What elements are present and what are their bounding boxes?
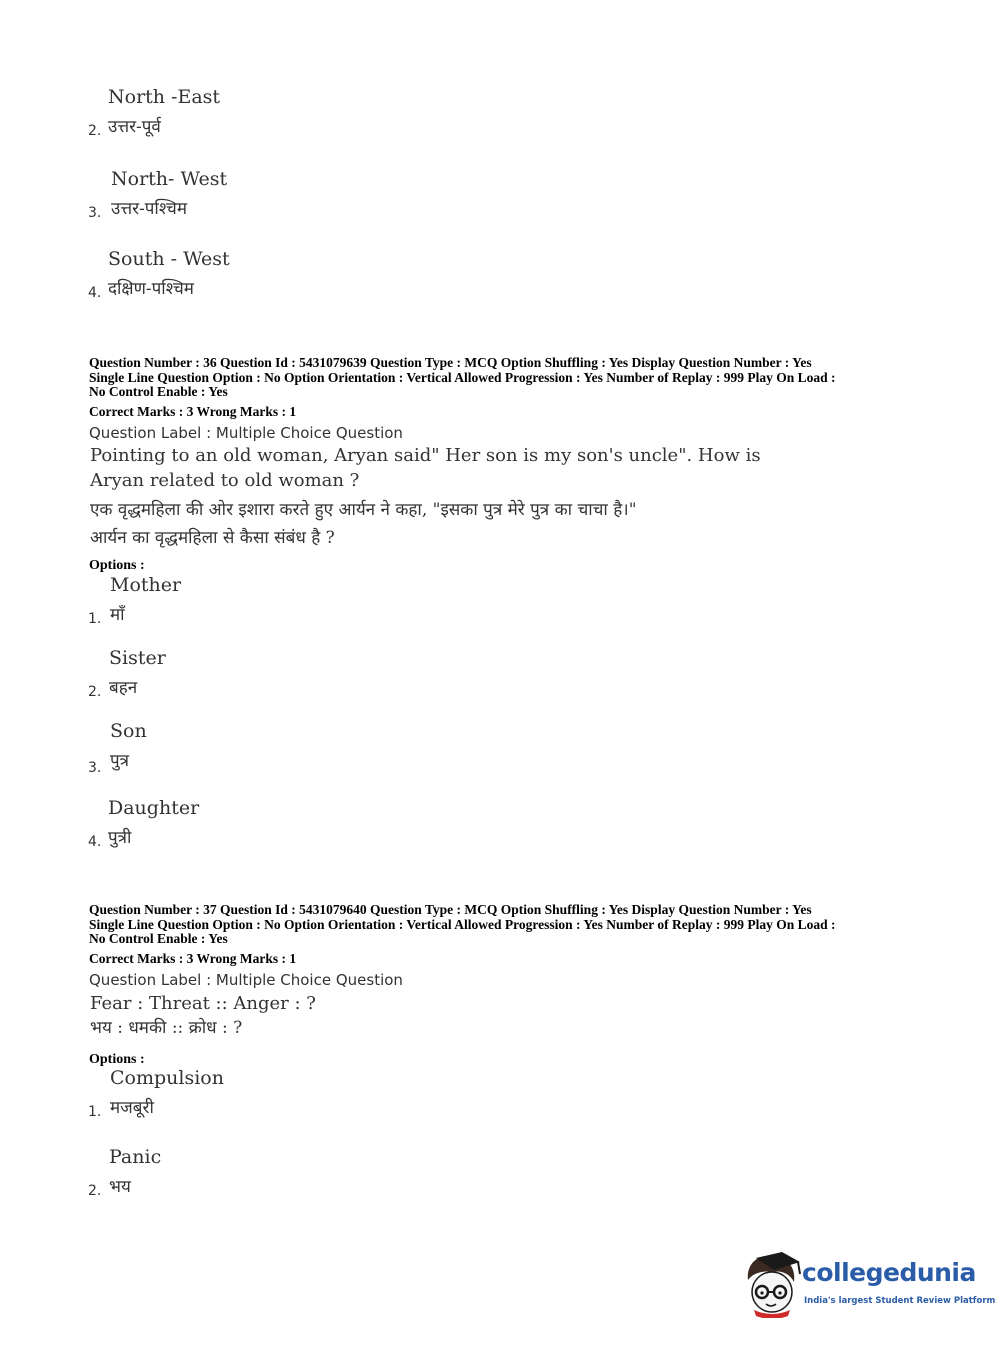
- logo-brand-text: collegedunia: [802, 1258, 976, 1287]
- option-number: 2.: [88, 684, 102, 700]
- question-text-hi: [90, 1016, 242, 1041]
- option-number: 1.: [88, 1104, 102, 1120]
- option-text-en: South - West: [108, 248, 230, 270]
- meta-line: Single Line Question Option : No Option Orientation : Vertical Allowed Progression : Yes Number of Replay : 999 Play On Load :: [89, 369, 836, 385]
- question-text-en: [90, 991, 316, 1016]
- option-text-hi: उत्तर-पश्चिम: [111, 199, 188, 219]
- option-number: 1.: [88, 611, 102, 627]
- question-meta: [89, 356, 836, 400]
- option-text-hi: माँ: [110, 605, 125, 625]
- option-text-hi: भय: [109, 1177, 131, 1197]
- option-text-en: Compulsion: [110, 1067, 224, 1089]
- option-text-hi: उत्तर-पूर्व: [108, 117, 161, 137]
- option-number: 3.: [88, 760, 102, 776]
- option-number: 2.: [88, 1183, 102, 1199]
- question-text-hi: [90, 496, 637, 552]
- question-text-line: Aryan related to old woman ?: [90, 470, 360, 491]
- option-text-en: Son: [110, 720, 147, 742]
- question-marks: Correct Marks : 3 Wrong Marks : 1: [89, 404, 297, 419]
- question-label: Question Label : Multiple Choice Question: [89, 424, 403, 442]
- question-text-en: [90, 443, 761, 493]
- option-text-en: North- West: [111, 168, 228, 190]
- option-number: 2.: [88, 123, 102, 139]
- option-number: 4.: [88, 285, 102, 301]
- collegedunia-logo: [742, 1252, 996, 1318]
- option-number: 3.: [88, 205, 102, 221]
- meta-line: Question Number : 36 Question Id : 5431079639 Question Type : MCQ Option Shuffling : Yes Display Question Number : Yes: [89, 355, 812, 370]
- meta-line: No Control Enable : Yes: [89, 931, 228, 946]
- question-text-line: एक वृद्धमहिला की ओर इशारा करते हुए आर्यन ने कहा, "इसका पुत्र मेरे पुत्र का चाचा है।": [90, 500, 637, 520]
- question-text-line: आर्यन का वृद्धमहिला से कैसा संबंध है ?: [90, 528, 335, 548]
- question-text-line: Fear : Threat :: Anger : ?: [90, 993, 316, 1014]
- option-text-hi: मजबूरी: [110, 1098, 154, 1118]
- question-marks: Correct Marks : 3 Wrong Marks : 1: [89, 951, 297, 966]
- meta-line: Question Number : 37 Question Id : 5431079640 Question Type : MCQ Option Shuffling : Yes Display Question Number : Yes: [89, 902, 812, 917]
- option-text-en: Panic: [109, 1146, 162, 1168]
- meta-line: No Control Enable : Yes: [89, 384, 228, 399]
- option-text-en: North -East: [108, 86, 221, 108]
- question-label: Question Label : Multiple Choice Question: [89, 971, 403, 989]
- option-text-hi: दक्षिण-पश्चिम: [108, 279, 194, 299]
- option-text-hi: बहन: [109, 678, 138, 698]
- logo-tagline: India's largest Student Review Platform: [804, 1296, 996, 1306]
- option-text-en: Mother: [110, 574, 182, 596]
- option-number: 4.: [88, 834, 102, 850]
- meta-line: Single Line Question Option : No Option Orientation : Vertical Allowed Progression : Yes Number of Replay : 999 Play On Load :: [89, 916, 836, 932]
- option-text-en: Daughter: [108, 797, 200, 819]
- question-meta: [89, 903, 836, 947]
- option-text-hi: पुत्री: [108, 828, 132, 848]
- option-text-en: Sister: [109, 647, 166, 669]
- options-label: Options :: [89, 558, 145, 573]
- mascot-icon: [742, 1252, 802, 1318]
- question-text-line: भय : धमकी :: क्रोध : ?: [90, 1018, 243, 1038]
- options-label: Options :: [89, 1052, 145, 1067]
- question-text-line: Pointing to an old woman, Aryan said" Her son is my son's uncle". How is: [90, 445, 761, 466]
- option-text-hi: पुत्र: [110, 751, 130, 771]
